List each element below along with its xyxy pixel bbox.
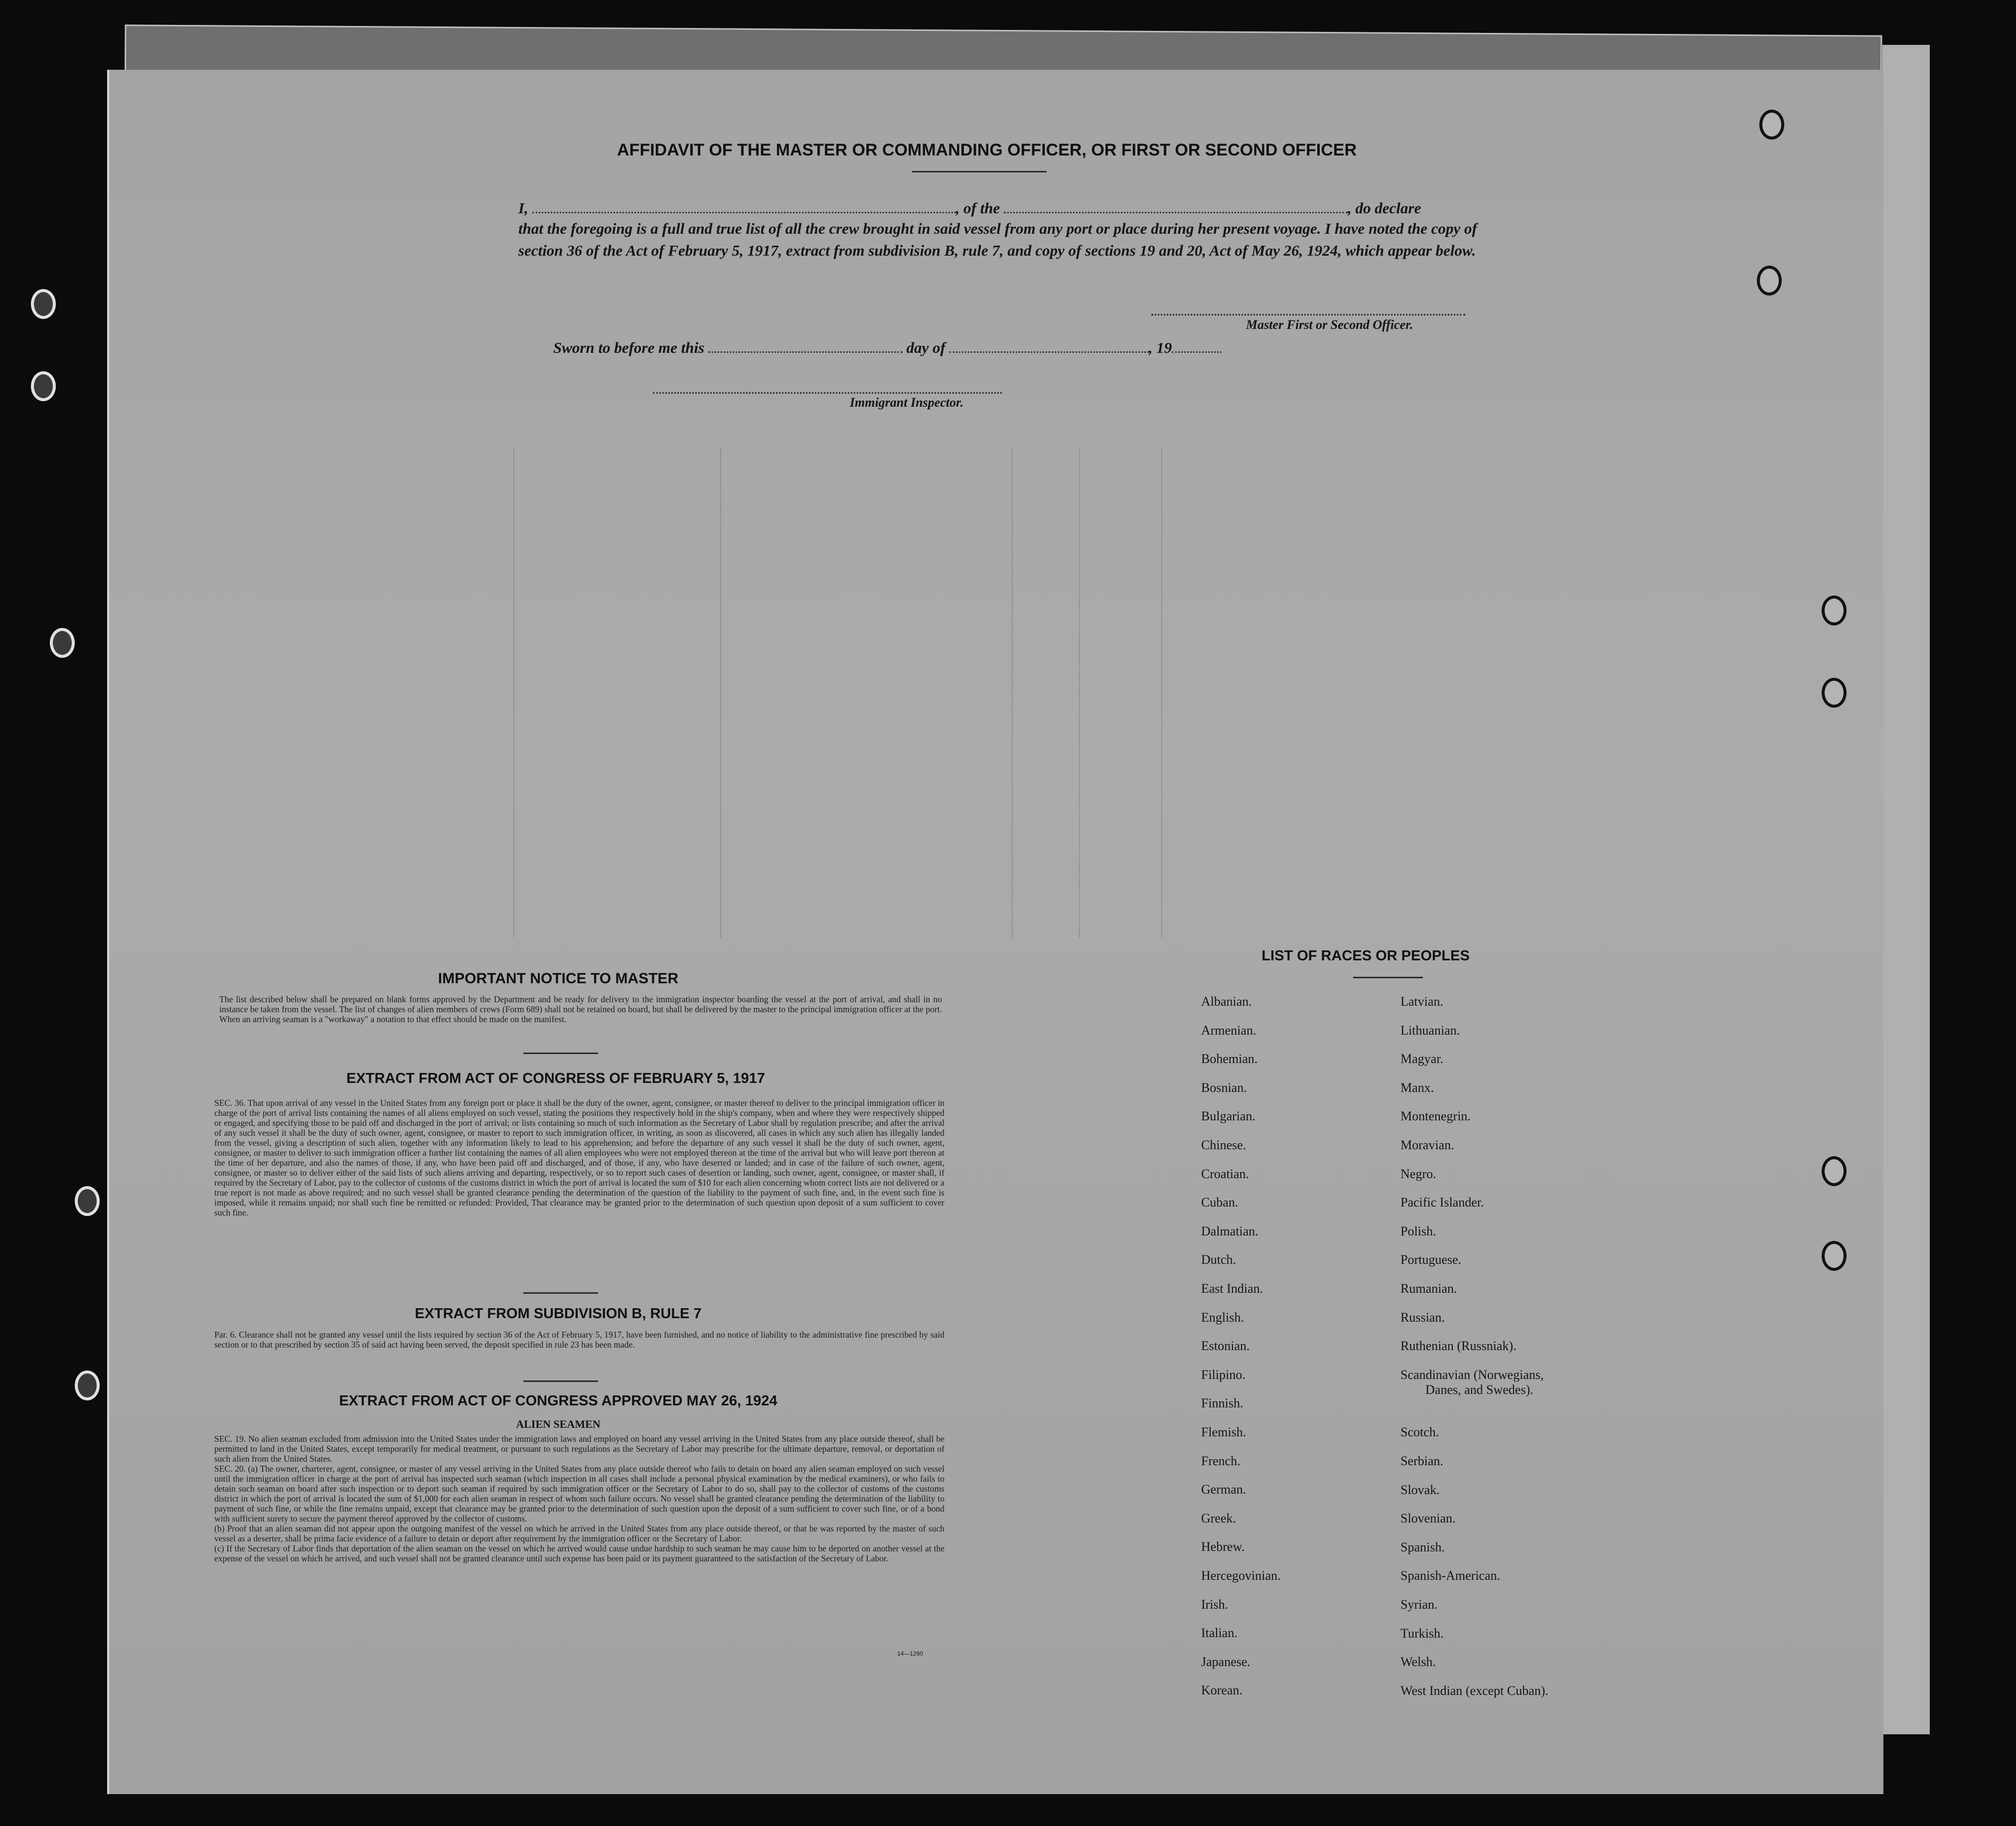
extract-1917-title: EXTRACT FROM ACT OF CONGRESS OF FEBRUARY 5, 1917 (346, 1070, 766, 1086)
name-blank (532, 212, 956, 213)
alien-seamen-subtitle: ALIEN SEAMEN (516, 1418, 601, 1430)
extract-1924-title: EXTRACT FROM ACT OF CONGRESS APPROVED MAY 26, 1924 (339, 1393, 777, 1409)
race-item-right: Magyar. (1400, 1052, 1443, 1066)
punch-hole-left-3 (50, 628, 75, 658)
underlying-sheet-edge (1881, 45, 1930, 1734)
section-20a-text: SEC. 20. (a) The owner, charterer, agent, consignee, or master of any vessel arriving in the United States from any place outside thereof who fails to detain on board any alien seaman employed on such vessel until the immigration officer in charge at the port of arrival has inspected such seaman (which inspection in all cases shall include a personal physical examination by the medical examiners), or who fails to detain such seaman on board after such inspection or to deport such seaman if required by such immigration officer or the Secretary of Labor to do so, shall pay to the collector of customs of the customs district in which the port of arrival is located the sum of $1,000 for each alien seaman in respect of whom such failure occurs. No vessel shall be granted clearance pending the determination of the liability to payment of such fine, or while the fine remains unpaid, except that clearance may be granted prior to the determination of such question upon the deposit of a sum sufficient to cover such fine, or of a bond with sufficient surety to secure the payment thereof approved by the collector of customs. (214, 1464, 944, 1523)
section-20c-text: (c) If the Secretary of Labor finds that deportation of the alien seaman on the vessel on which he arrived would cause undue hardship to such seaman he may cause him to be deported on another vessel at the expense of the vessel on which he arrived, and such vessel shall not be granted clearance until such expense has been paid or its payment guaranteed to the satisfaction of the Secretary of Labor. (214, 1543, 944, 1563)
race-item-left: Cuban. (1201, 1195, 1239, 1210)
race-item-left: Bulgarian. (1201, 1109, 1256, 1124)
race-item-right: Serbian. (1400, 1454, 1443, 1468)
race-item-left: Chinese. (1201, 1138, 1246, 1152)
race-item-left: Bosnian. (1201, 1080, 1247, 1095)
race-item-left: Hebrew. (1201, 1539, 1245, 1554)
punch-hole-right-6 (1822, 1241, 1847, 1271)
race-item-left: Albanian. (1201, 994, 1252, 1009)
race-item-right: Slovak. (1400, 1482, 1440, 1497)
punch-hole-left-2 (31, 371, 56, 401)
race-item-right: Manx. (1400, 1080, 1434, 1095)
section-rule (523, 1292, 598, 1294)
race-item-left: Japanese. (1201, 1654, 1250, 1669)
extract-rule7-title: EXTRACT FROM SUBDIVISION B, RULE 7 (415, 1306, 702, 1322)
punch-hole-right-1 (1759, 110, 1784, 140)
bleed-through-column (720, 449, 721, 937)
race-item-left: Korean. (1201, 1683, 1243, 1698)
title-rule (912, 171, 1047, 172)
race-item-right: Spanish. (1400, 1539, 1445, 1554)
race-item-left: Italian. (1201, 1626, 1238, 1641)
extract-rule7-text: Par. 6. Clearance shall not be granted any vessel until the lists required by section 36 of the Act of February 5, 1917, have been furnished, and no notice of liability to the administrative fine prescribed by said section or to that prescribed by section 35 of said act having been served, the deposit specified in rule 23 has been made. (214, 1330, 944, 1350)
sworn-year-label: , 19 (1148, 339, 1172, 356)
punch-hole-left-4 (75, 1186, 100, 1216)
race-item-left: German. (1201, 1482, 1246, 1497)
race-item-left: Greek. (1201, 1511, 1237, 1525)
race-item-left: French. (1201, 1453, 1241, 1468)
section-rule (523, 1053, 598, 1054)
race-item-right: Syrian. (1400, 1597, 1438, 1612)
section-19-text: SEC. 19. No alien seaman excluded from admission into the United States under the immigration laws and employed on board any vessel arriving in the United States from any place outside thereof, shall be permitted to land in the United States, except temporarily for medical treatment, or pursuant to such regulations as the Secretary of Labor may prescribe for the ultimate departure, removal, or deportation of such alien from the United States. (214, 1434, 944, 1464)
punch-hole-left-1 (31, 289, 56, 319)
race-item-left: Flemish. (1201, 1425, 1246, 1439)
race-item-right: Spanish-American. (1400, 1568, 1501, 1583)
master-signature-label: Master First or Second Officer. (1246, 317, 1413, 332)
bleed-through-column (1079, 449, 1080, 937)
affidavit-body: that the foregoing is a full and true list of all the crew brought in said vessel from any port or place during her present voyage. I have noted the copy of section 36 of the Act of February 5, 1917, extract from subdivision B, rule 7, and copy of sections 19 and 20, Act of May 26, 1924, which appear below. (518, 220, 1477, 259)
race-item-right: Portuguese. (1400, 1252, 1462, 1267)
race-item-right: West Indian (except Cuban). (1400, 1683, 1549, 1698)
sworn-year-blank (1172, 351, 1222, 353)
race-item-left: Filipino. (1201, 1367, 1245, 1382)
affidavit-title: AFFIDAVIT OF THE MASTER OR COMMANDING OFFICER, OR FIRST OR SECOND OFFICER (617, 141, 1357, 159)
affidavit-i-label: I, (518, 199, 528, 217)
race-item-left: Armenian. (1201, 1023, 1256, 1038)
race-item-right: Welsh. (1400, 1655, 1436, 1670)
punch-hole-right-5 (1822, 1156, 1847, 1186)
race-item-right: Montenegrin. (1400, 1109, 1471, 1124)
race-item-left: Bohemian. (1201, 1052, 1258, 1066)
race-item-left: Dutch. (1201, 1252, 1237, 1267)
race-item-left: Finnish. (1201, 1396, 1243, 1411)
punch-hole-right-3 (1822, 596, 1847, 625)
race-item-right: Moravian. (1400, 1138, 1454, 1152)
race-item-right: Scandinavian (Norwegians, (1400, 1367, 1544, 1382)
race-item-right: Polish. (1400, 1223, 1436, 1238)
punch-hole-right-4 (1822, 678, 1847, 708)
section-rule (523, 1380, 598, 1382)
master-signature-line (1151, 314, 1465, 315)
extract-1924-body (214, 1434, 944, 1563)
bleed-through-column (1161, 449, 1162, 937)
race-item-right: Latvian. (1400, 994, 1443, 1009)
race-item-right: Russian. (1400, 1310, 1445, 1325)
sworn-month-blank (949, 351, 1149, 353)
race-item-right: Danes, and Swedes). (1425, 1382, 1534, 1397)
races-list-title: LIST OF RACES OR PEOPLES (1261, 948, 1470, 964)
race-item-left: Croatian. (1201, 1166, 1249, 1181)
vessel-blank (1004, 212, 1348, 213)
sworn-line (553, 339, 1222, 357)
affidavit-declare-label: , do declare (1348, 199, 1421, 217)
affidavit-declaration-line (518, 199, 1421, 217)
section-20b-text: (b) Proof that an alien seaman did not appear upon the outgoing manifest of the vessel on which he arrived in the United States from any place outside thereof, or that he was reported by the master of such vessel as a deserter, shall be prima facie evidence of a failure to detain or deport after requirement by the immigration officer or the Secretary of Labor. (214, 1523, 944, 1543)
notice-title: IMPORTANT NOTICE TO MASTER (438, 970, 679, 987)
race-item-right: Lithuanian. (1400, 1023, 1460, 1038)
bleed-through-column (513, 449, 514, 937)
race-item-right: Rumanian. (1400, 1281, 1457, 1296)
race-item-right: Turkish. (1400, 1626, 1444, 1641)
sworn-day-blank (708, 351, 903, 353)
extract-1917-text: SEC. 36. That upon arrival of any vessel in the United States from any foreign port or place it shall be the duty of the owner, agent, consignee, or master thereof to deliver to the principal immigration officer in charge of the port of arrival lists containing the names of all aliens employed on such vessel, stating the positions they respectively hold in the ship's company, when and where they were respectively shipped or engaged, and specifying those to be paid off and discharged in the port of arrival; or lists containing so much of such information as the Secretary of Labor shall by regulation prescribe; and after the arrival of any such vessel it shall be the duty of such owner, agent, consignee, or master to report to such immigration officer, in writing, as soon as discovered, all cases in which any such alien has illegally landed from the vessel, giving a description of such alien, together with any information likely to lead to his apprehension; and before the departure of any such vessel it shall be the duty of such owner, agent, consignee, or master to deliver to such immigration officer a further list containing the names of all alien employees who were not employed thereon at the time of the arrival but who will leave port thereon at the time of her departure, and also the names of those, if any, who have been paid off and discharged, and of those, if any, who have deserted or landed; and in case of the failure of such owner, agent, consignee, or master so to deliver either of the said lists of such aliens arriving and departing, respectively, or so to report such cases of desertion or landing, such owner, agent, consignee, or master shall, if required by the Secretary of Labor, pay to the collector of customs of the customs district in which the port of arrival is located the sum of $10 for each alien concerning whom correct lists are not delivered or a true report is not made as above required; and no such vessel shall be granted clearance pending the determination of the question of the liability to the payment of such fine, and, in the event such fine is imposed, while it remains unpaid; nor shall such fine be remitted or refunded: Provided, That clearance may be granted prior to the determination of such question upon deposit of a sum sufficient to cover such fine. (214, 1098, 944, 1217)
race-item-left: Estonian. (1201, 1339, 1250, 1354)
notice-text: The list described below shall be prepared on blank forms approved by the Department and be ready for delivery to the immigration inspector boarding the vessel at the port of arrival, and shall in no instance be taken from the vessel. The list of changes of alien members of crews (Form 689) shall not be retained on board, but shall be delivered by the master to the principal immigration officer at the port. When an arriving seaman is a "workaway" a notation to that effect should be made on the manifest. (219, 994, 942, 1024)
race-item-left: English. (1201, 1310, 1244, 1325)
bleed-through-column (1012, 449, 1013, 937)
races-title-rule (1353, 977, 1423, 978)
race-item-left: East Indian. (1201, 1281, 1263, 1296)
race-item-right: Ruthenian (Russniak). (1400, 1339, 1517, 1354)
punch-hole-right-2 (1757, 266, 1782, 296)
sworn-day-label: day of (906, 339, 945, 356)
form-number: 14—1260 (897, 1650, 924, 1657)
race-item-right: Slovenian. (1400, 1511, 1456, 1526)
race-item-right: Pacific Islander. (1400, 1195, 1484, 1210)
race-item-right: Scotch. (1400, 1425, 1439, 1440)
inspector-label: Immigrant Inspector. (850, 395, 964, 410)
affidavit-of-the-label: , of the (955, 199, 1000, 217)
inspector-signature-line (653, 392, 1002, 394)
race-item-left: Dalmatian. (1201, 1223, 1258, 1238)
race-item-right: Negro. (1400, 1166, 1436, 1181)
race-item-left: Hercegovinian. (1201, 1568, 1281, 1583)
sworn-label: Sworn to before me this (553, 339, 705, 356)
race-item-left: Irish. (1201, 1597, 1229, 1612)
punch-hole-left-5 (75, 1370, 100, 1400)
